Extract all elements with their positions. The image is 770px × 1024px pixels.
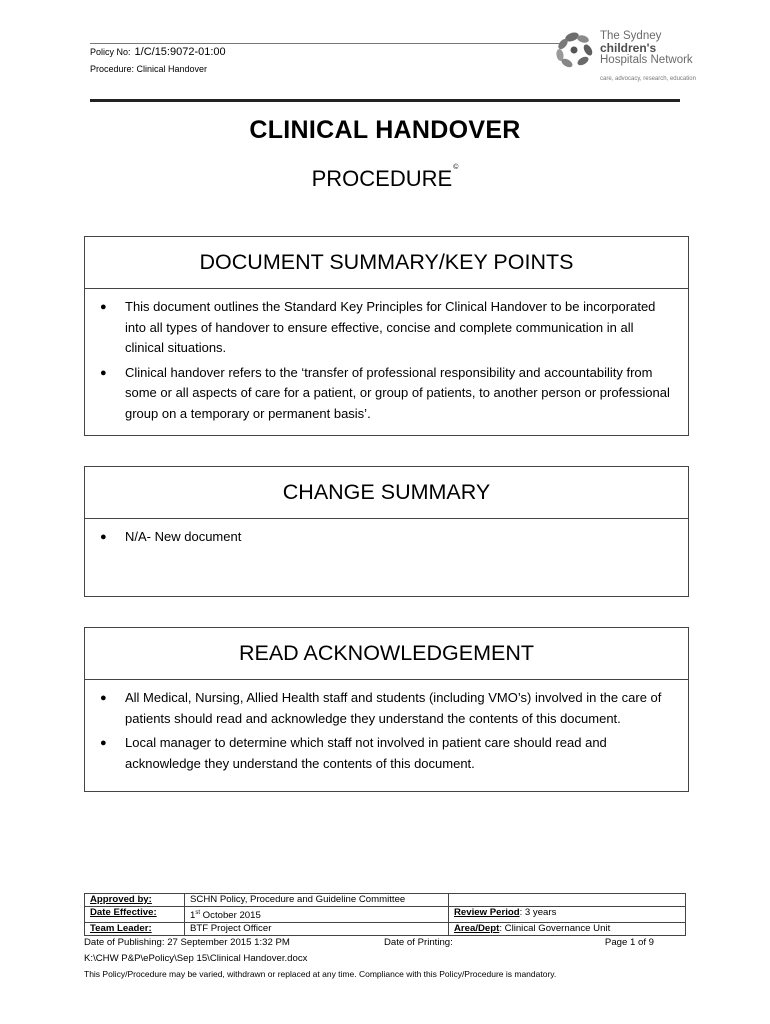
bullet-icon: ● [100,531,107,543]
review-period-label: Review Period [454,907,520,918]
table-row [85,907,686,923]
review-period-cell [449,907,686,923]
summary-body [85,289,688,424]
subtitle-text: PROCEDURE [311,166,453,191]
page-header [90,30,705,90]
change-bullet-1: N/A- New document [125,529,242,544]
acknowledgement-body [85,680,688,774]
logo-line-1: The Sydney [600,30,662,42]
area-value: : Clinical Governance Unit [499,923,611,935]
team-leader-label-cell [85,923,185,936]
table-row [85,894,686,907]
date-of-printing: Date of Printing: [384,937,453,948]
logo-tagline: care, advocacy, research, education [600,76,696,82]
file-path: K:\CHW P&P\ePolicy\Sep 15\Clinical Handover.docx [84,953,308,964]
date-effective-rest: October 2015 [200,910,261,922]
empty-cell [449,894,686,907]
document-title: CLINICAL HANDOVER [249,116,521,144]
logo-leaves-icon [550,30,598,72]
list-item [99,527,674,548]
bullet-icon: ● [100,301,107,313]
bullet-icon: ● [100,692,107,704]
change-summary-heading: CHANGE SUMMARY [85,467,688,519]
area-cell [449,923,686,936]
header-divider [90,99,680,102]
date-effective-suffix: st [195,910,201,916]
document-subtitle [0,166,770,192]
bullet-icon: ● [100,737,107,749]
team-leader-label: Team Leader: [90,923,152,935]
date-effective-label: Date Effective: [90,907,157,918]
acknowledgement-heading: READ ACKNOWLEDGEMENT [85,628,688,680]
logo-line-2: children's [600,41,657,55]
approved-by-value: SCHN Policy, Procedure and Guideline Committee [185,894,449,907]
date-of-publishing: Date of Publishing: 27 September 2015 1:32 PM [84,937,290,948]
approved-by-label-cell [85,894,185,907]
change-summary-body [85,519,688,548]
copyright-mark: © [453,164,459,171]
list-item [99,688,674,729]
acknowledgement-box [84,627,689,792]
summary-heading: DOCUMENT SUMMARY/KEY POINTS [85,237,688,289]
date-effective-label-cell [85,907,185,923]
policy-number-line [90,46,226,58]
header-rule [90,43,560,44]
approved-by-label: Approved by: [90,894,152,905]
date-effective-value [185,907,449,923]
summary-box [84,236,689,436]
logo-line-3: Hospitals Network [600,54,693,66]
schn-logo [550,30,705,88]
review-period-value: : 3 years [519,907,557,918]
approval-table [84,893,686,936]
policy-number: 1/C/15:9072-01:00 [134,46,226,58]
list-item [99,733,674,774]
summary-bullet-1: This document outlines the Standard Key Principles for Clinical Handover to be incorporated into all types of handover to ensure effective, concise and complete communication in all clinical situations. [125,299,656,355]
date-effective-day: 1 [190,910,196,922]
table-row [85,923,686,936]
change-summary-box [84,466,689,597]
procedure-line: Procedure: Clinical Handover [90,64,208,74]
disclaimer: This Policy/Procedure may be varied, withdrawn or replaced at any time. Compliance with this Policy/Procedure is mandatory. [84,969,557,979]
page-number: Page 1 of 9 [604,937,654,948]
policy-label: Policy No: [90,47,131,57]
list-item [99,363,674,425]
list-item [99,297,674,359]
team-leader-value: BTF Project Officer [185,923,449,936]
bullet-icon: ● [100,366,107,379]
acknowledgement-bullet-1: All Medical, Nursing, Allied Health staff and students (including VMO’s) involved in the care of patients should read and acknowledge they understand the contents of this document. [125,690,662,726]
summary-bullet-2: Clinical handover refers to the ‘transfer of professional responsibility and accountability from some or all aspects of care for a patient, or group of patients, to another person or professional group on a temporary or permanent basis’. [125,364,670,421]
area-label: Area/Dept [454,923,500,935]
logo-wordmark [600,30,693,66]
acknowledgement-bullet-2: Local manager to determine which staff not involved in patient care should read and acknowledge they understand the contents of this document. [125,735,607,771]
